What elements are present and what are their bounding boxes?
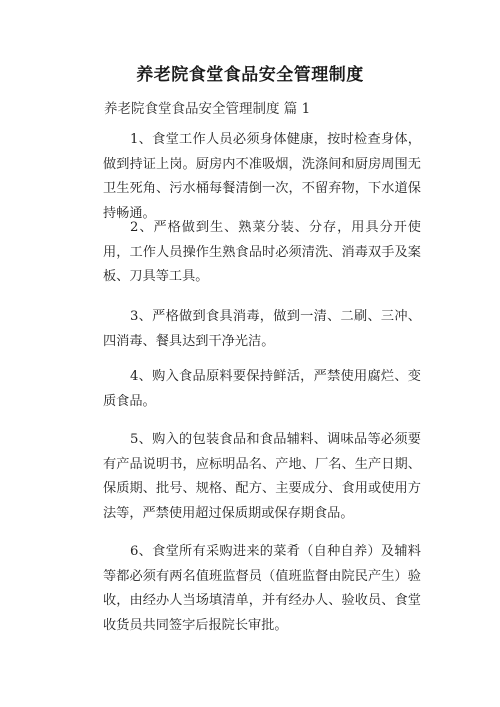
paragraph-2: 2、严格做到生、熟菜分装、分存，用具分开使用，工作人员操作生熟食品时必须清洗、消毒双手及案板、刀具等工具。 (103, 220, 421, 284)
paragraph-3: 3、严格做到食具消毒，做到一清、二刷、三冲、四消毒、餐具达到干净光洁。 (103, 309, 421, 349)
document-subtitle: 养老院食堂食品安全管理制度 篇 1 (104, 101, 311, 117)
document-title: 养老院食堂食品安全管理制度 (136, 65, 364, 85)
paragraph-6: 6、食堂所有采购进来的菜肴（自种自养）及辅料等都必须有两名值班监督员（值班监督由院民产生）验收，由经办人当场填清单，并有经办人、验收员、食堂收货员共同签字后报院长审批。 (103, 544, 421, 633)
paragraph-1: 1、食堂工作人员必须身体健康，按时检查身体，做到持证上岗。厨房内不准吸烟，洗涤间和厨房周围无卫生死角、污水桶每餐清倒一次，不留弃物，下水道保持畅通。 (103, 132, 421, 221)
paragraph-4: 4、购入食品原料要保持鲜活，严禁使用腐烂、变质食品。 (103, 369, 421, 409)
paragraph-5: 5、购入的包装食品和食品辅料、调味品等必须要有产品说明书，应标明品名、产地、厂名、生产日期、保质期、批号、规格、配方、主要成分、食用或使用方法等，严禁使用超过保质期或保存期食品。 (103, 432, 421, 521)
